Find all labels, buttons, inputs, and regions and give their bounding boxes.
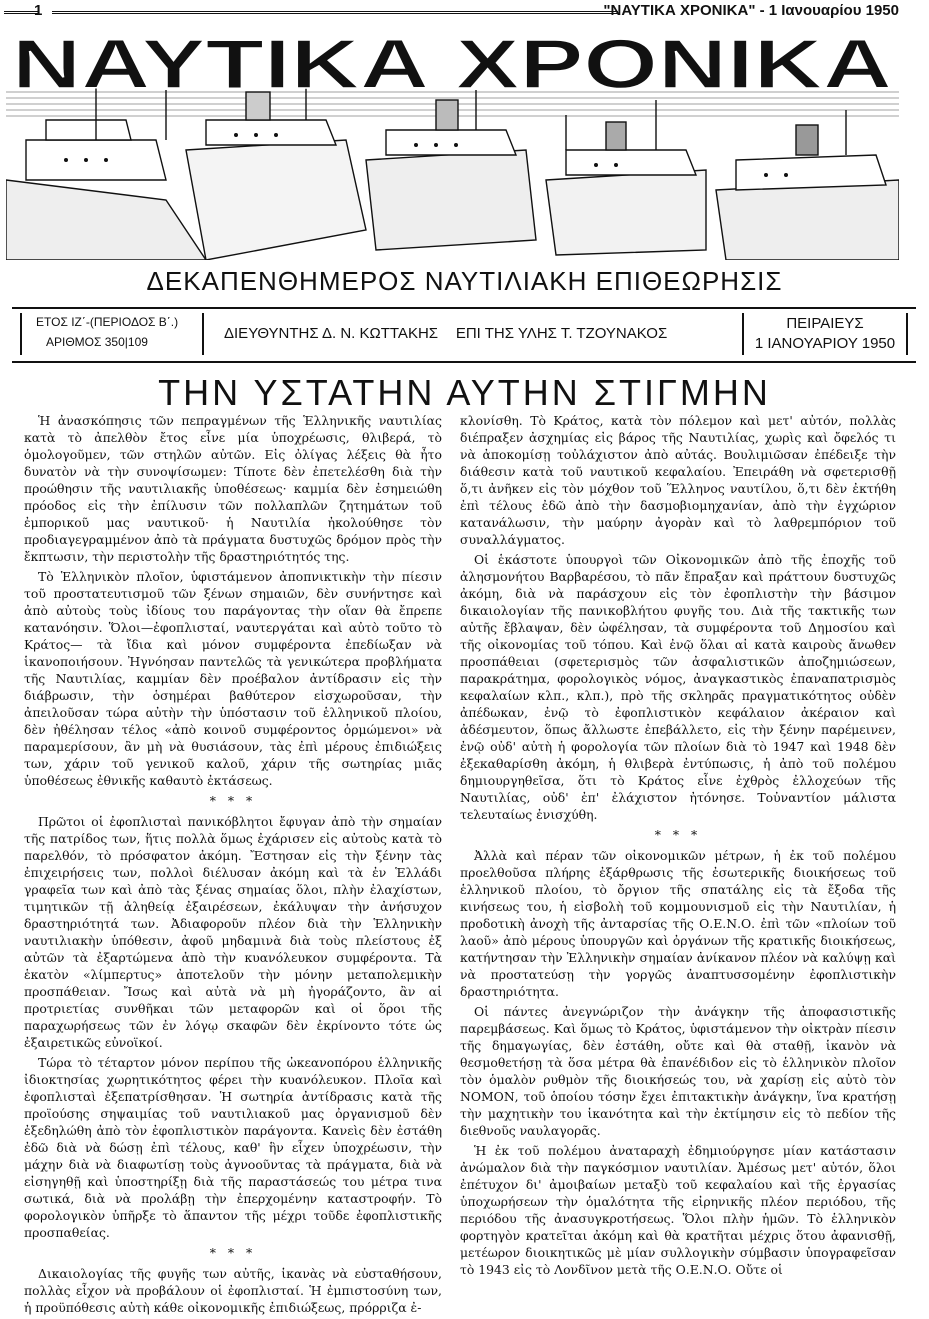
page-number: 1 [34, 2, 43, 19]
section-separator: * * * [209, 1245, 257, 1260]
article-headline: ΤΗΝ ΥΣΤΑΤΗΝ ΑΥΤΗΝ ΣΤΙΓΜΗΝ [158, 372, 771, 413]
article-paragraph: Ἡ ἐκ τοῦ πολέμου ἀναταραχὴ ἐδημιούργησε μίαν κατάστασιν ἀνώμαλον διὰ τὴν παγκόσμιον ναυτιλίαν. Ἀμέσως μετ' αὐτόν, ὅλοι ἐπέτυχον δι' ἀμοιβαίων μεταξὺ τοῦ κεφαλαίου καὶ τῆς ἐργασίας ὑποχωρήσεων τὴν ὁμαλότητα τῆς εἰρηνικῆς πλέον περιόδου, τῆς περιόδου τῆς ἀνασυγκροτήσεως. Ὅλοι πλὴν ἡμῶν. Τὸ ἑλληνικὸν φορτηγὸν κρατεῖται ἀκόμη καὶ θὰ κρατῆται μέχρις ὅτου ἀφανισθῇ, μετέωρον διοικητικῶς μὲ μίαν συλλογικὴν σύμβασιν ὑπογραφεῖσαν τὸ 1943 εἰς τὸ Λονδῖνον μετὰ τῆς Ο.Ε.Ν.Ο. Οὔτε οἱ [460, 1143, 896, 1277]
masthead [6, 30, 899, 260]
article-paragraph: Οἱ πάντες ἀνεγνώριζον τὴν ἀνάγκην τῆς ἀποφασιστικῆς παρεμβάσεως. Καὶ ὅμως τὸ Κράτος, ὑφιστάμενον τὴν οἰκτρὰν πίεσιν τῆς δημαγωγίας, δὲν ἐστάθη, οὔτε καὶ θὰ σταθῇ, ἱκανὸν νὰ θεσμοθετήσῃ τὰ ὅσα μέτρα θὰ ἐπανέδιδον εἰς τὸ ἑλληνικὸν πλοῖον τὸν ὁμαλὸν ρυθμὸν τῆς διοικήσεώς του, νὰ χαρίσῃ εἰς αὐτὸ τὸν ΝΟΜΟΝ, τοῦ ὁποίου τόσην ἔχει ἐπιτακτικὴν ἀνάγκην, ἵνα κρατήσῃ τὴν μαχητικὴν του ἱκανότητα καὶ τὴν ἐκτίμησιν εἰς τὸ πεδίον τῆς διεθνοῦς ναυλαγορᾶς. [460, 1004, 896, 1138]
header-rule-left [4, 11, 38, 14]
section-separator: * * * [209, 793, 257, 808]
masthead-title: ΝΑΥΤΙΚΑ ΧΡΟΝΙΚΑ [12, 30, 892, 103]
editor-credit: ΕΠΙ ΤΗΣ ΥΛΗΣ Τ. ΤΖΟΥΝΑΚΟΣ [455, 325, 668, 342]
date-box [742, 313, 908, 355]
city-label: ΠΕΙΡΑΙΕΥΣ [786, 315, 864, 332]
article-column-right [460, 412, 896, 1281]
header-rule [52, 11, 618, 14]
masthead-ships-illustration [6, 30, 899, 260]
article-paragraph: Ἀλλὰ καὶ πέραν τῶν οἰκονομικῶν μέτρων, ἡ ἐκ τοῦ πολέμου προελθοῦσα πλήρης ἐξάρθρωσις τῆς ἐσωτερικῆς διοικήσεως τοῦ ἑλληνικοῦ πλοίου, τὸ ὄργιον τῆς σπατάλης εἰς τὰ ἔξοδα τῆς κινήσεως του, ἡ εἰσβολὴ τοῦ κομμουνισμοῦ εἰς τὴν Ναυτιλίαν, ἡ προδοτικὴ ἀνοχὴ τῆς ἀνταρσίας τῆς Ο.Ε.Ν.Ο. ἐπὶ τῶν «πλοίων τοῦ λαοῦ» ἀπὸ μέρους ὑπουργῶν καὶ ὀργάνων τῆς κρατικῆς διοικήσεως, κατήντησαν τὴν Ἑλληνικὴν σημαίαν ἀνίκανον πλέον νὰ καλύψῃ καὶ νὰ προστατεύσῃ τὴν γοργῶς ἀναπτυσσομένην ἐφοπλιστικὴν δραστηριότητα. [460, 848, 896, 999]
running-title: "ΝΑΥΤΙΚΑ ΧΡΟΝΙΚΑ" - 1 Ιανουαρίου 1950 [603, 2, 899, 19]
article-paragraph: Πρῶτοι οἱ ἐφοπλισταὶ πανικόβλητοι ἔφυγαν ἀπὸ τὴν σημαίαν τῆς πατρίδος των, ἥτις πολλὰ ὅμως ἐχάρισεν εἰς αὐτοὺς κατὰ τὸ παρελθόν, τὸ πρόσφατον ἀκόμη. Ἔστησαν εἰς τὴν ξένην τὰς ἐπιχειρήσεις των, πολλοὶ διέλυσαν ἀκόμη καὶ τὰ ἐν Ἑλλάδι γραφεῖα των καὶ ἀπὸ τὰς ξένας σημαίας ὅλοι, πλὴν ἐλαχίστων, τιμητικῶν τῇ ἀληθείᾳ ἐξαιρέσεων, ἐκάλυψαν τὴν ἀνήσυχον δραστηριότητά των. Ἀδιαφοροῦν πλέον διὰ τὴν Ἑλληνικὴν ναυτιλιακὴν ὑπόθεσιν, ἀφοῦ μηδαμινὰ διὰ τοὺς πλείστους ἐξ αὐτῶν τὰ ἐξαρτώμενα ἀπὸ τὴν κυανόλευκον συμφέροντα. Τὰ ἑκατὸν «λίμπερτυς» ἀποτελοῦν τὴν μόνην μεταπολεμικὴν προσπάθειαν. Ἴσως καὶ αὐτὰ νὰ μὴ ἠγοράζοντο, ἂν αἱ προτριετίας συνθῆκαι τῶν μεταφορῶν καὶ οἱ ὅροι τῆς παραχωρήσεως τῶν ἐν λόγῳ σκαφῶν δὲν ἐκρίνοντο τότε ὡς ἐξαιρετικῶς εὐνοϊκοί. [24, 814, 442, 1050]
editorial-credits [224, 325, 667, 343]
year-label: ΕΤΟΣ ΙΖ΄-(ΠΕΡΙΟΔΟΣ Β΄.) [36, 315, 179, 329]
article-paragraph: κλονίσθη. Τὸ Κράτος, κατὰ τὸν πόλεμον καὶ μετ' αὐτόν, πολλὰς διέπραξεν ἀσχημίας εἰς βάρος τῆς Ναυτιλίας, χωρὶς καὶ ὄφελός τι νὰ ἀποκομίσῃ τοὐλάχιστον ἀπὸ αὐτάς. Βουλιμιῶσαν ἐπέδειξε τὴν διάθεσιν κατὰ τοῦ ναυτικοῦ κεφαλαίου. Ἐπειράθη νὰ σφετερισθῇ ὅ,τι ἀνῆκεν εἰς τὸν μόχθον τοῦ Ἕλληνος ναυτίλου, ὅ,τι δὲν ἐκτήθη ἐπὶ τέλους ἐδῶ ἀπὸ τὴν δασμοβιομηχανίαν, ἀπὸ τὴν ἐγχώριον κατανάλωσιν, τὴν μαύρην ἀγορὰν καὶ τὸ λαθρεμπόριον τοῦ συναλλάγματος. [460, 413, 896, 547]
article-paragraph: Τώρα τὸ τέταρτον μόνον περίπου τῆς ὠκεανοπόρου ἑλληνικῆς ἰδιοκτησίας χωρητικότητος φέρει τὴν κυανόλευκον. Πλοῖα καὶ ἐφοπλισταὶ ἐξεπατρίσθησαν. Ἡ σωτηρία ἀντίδρασις κατὰ τῆς προϊούσης σηψαιμίας τοῦ ναυτιλιακοῦ μας ὀργανισμοῦ δὲν ἐξεδηλώθη ἀπὸ τὸν ἐφοπλιστικὸν παράγοντα. Κανεὶς δὲν ἐστάθη ἐδῶ διὰ νὰ δώσῃ ἐπὶ τέλους, καθ' ἣν εἶχεν ὑποχρέωσιν, τὴν μάχην διὰ νὰ διαφωτίσῃ τοὺς ἀγνοοῦντας τὰ πράγματα, διὰ νὰ εἰσηγηθῇ καὶ ὑποστηρίξῃ διὰ τῆς παραστάσεώς του μέτρα τινα σωτικά, διὰ νὰ προλάβῃ τὴν ἐπερχομένην καταστροφήν. Τὸ φορολογικὸν ὑπῆρξε τὸ ἅπαντον τῆς μέχρι τοῦδε ἐφοπλιστικῆς προσπαθείας. [24, 1055, 442, 1240]
article-paragraph: Ἡ ἀνασκόπησις τῶν πεπραγμένων τῆς Ἑλληνικῆς ναυτιλίας κατὰ τὸ ἀπελθὸν ἔτος εἶνε μία ὑποχρέωσις, θλιβερά, τὸ ὁμολογοῦμεν, τῶν στηλῶν αὐτῶν. Εἰς ὀλίγας λέξεις θὰ ἦτο δυνατὸν νὰ τὴν συνοψίσωμεν: Τίποτε δὲν ἐπετελέσθη διὰ τὴν προώθησιν τῆς ναυτιλιακῆς ὑποθέσεως· καμμία δὲν ἐσημειώθη πρόοδος εἰς τὴν ἐπίλυσιν τῶν πολλαπλῶν ζητημάτων τοῦ ἐμπορικοῦ μας ναυτικοῦ· ἡ Ναυτιλία ἠκολούθησε τὸν προδιαγεγραμμένον ἀπὸ τὰ πράγματα δυστυχῶς δρόμον πρὸς τὴν ἔκπτωσιν, τὴν περιστολὴν τῆς δραστηριότητός της. [24, 413, 442, 564]
article-paragraph: Δικαιολογίας τῆς φυγῆς των αὐτῆς, ἱκανὰς νὰ εὐσταθήσουν, πολλὰς εἶχον νὰ προβάλουν οἱ ἐφοπλισταί. Ἡ ἐμπιστοσύνη των, ἡ προϋπόθεσις αὐτὴ κάθε οἰκονομικῆς ἐπιδιώξεως, πρόρριζα ἐ- [24, 1266, 442, 1315]
issue-date: 1 ΙΑΝΟΥΑΡΙΟΥ 1950 [754, 335, 896, 352]
running-header [0, 0, 929, 26]
article-column-left [24, 412, 442, 1319]
director-credit: ΔΙΕΥΘΥΝΤΗΣ Δ. Ν. ΚΩΤΤΑΚΗΣ [224, 325, 439, 342]
article-paragraph: Τὸ Ἑλληνικὸν πλοῖον, ὑφιστάμενον ἀποπνικτικὴν τὴν πίεσιν τοῦ προστατευτισμοῦ τῶν ξένων σημαιῶν, δὲν συνήντησε καὶ ἀπὸ αὐτοὺς τοὺς ἰδίους του παράγοντας τὴν οἵαν θὰ ἔπρεπε κατανόησιν. Ὅλοι—ἐφοπλισταί, ναυτεργάται καὶ αὐτὸ τοῦτο τὸ Κράτος— τὰ ἴδια καὶ μόνον συμφέροντα ἐπεδίωξαν νὰ ἱκανοποιήσουν. Ἠγνόησαν παντελῶς τὰ γενικώτερα προβλήματα τῆς Ναυτιλίας, καμμίαν δὲν προέβαλον ἀντίδρασιν εἰς τὴν διάβρωσιν, τὴν ὁσημέραι βαθύτερον εἰσχωροῦσαν, τὴν ἀπειλοῦσαν τώρα αὐτὴν τὴν ὑπόστασιν τοῦ ἑλληνικοῦ πλοίου, δὲν ἠθέλησαν τέλος «ἀπὸ κοινοῦ συμφέροντος ὁρμώμενοι» νὰ παραμερίσουν, ἂν μὴ νὰ θυσιάσουν, τὰς ἐπὶ μέρους ἐπιδιώξεις των, χάριν τοῦ γενικοῦ καλοῦ, χάριν τῆς σωτηρίας μιᾶς ὑποθέσεως ἐθνικῆς καθαυτὸ ἐκτάσεως. [24, 569, 442, 788]
issue-info-bar [12, 307, 916, 363]
section-separator: * * * [654, 827, 702, 842]
subtitle: ΔΕΚΑΠΕΝΘΗΜΕΡΟΣ ΝΑΥΤΙΛΙΑΚΗ ΕΠΙΘΕΩΡΗΣΙΣ [146, 266, 783, 296]
issue-number: ΑΡΙΘΜΟΣ 350|109 [46, 335, 148, 349]
article-paragraph: Οἱ ἑκάστοτε ὑπουργοὶ τῶν Οἰκονομικῶν ἀπὸ τῆς ἐποχῆς τοῦ ἀλησμονήτου Βαρβαρέσου, τὸ πᾶν ἔπραξαν καὶ πράττουν δυστυχῶς ἀκόμη, διὰ νὰ παράσχουν εἰς τὸν ἐφοπλιστὴν τὴν βάσιμον δικαιολογίαν τῆς πανικοβλήτου φυγῆς του. Διὰ τῆς τακτικῆς των αὐτῆς ἔβλαψαν, δὲν ὠφέλησαν, τὰ συμφέροντα τοῦ Δημοσίου καὶ τῆς οἰκονομίας τοῦ τόπου. Καὶ ἐνῷ ὅλαι αἱ κατὰ καιροὺς ἄνωθεν προσπάθειαι (σφετερισμὸς τῶν ἀσφαλιστικῶν ἀποζημιώσεων, παρακράτημα, φορολογικὸς νόμος, ἀναγκαστικὸς ἐπαναπατρισμὸς κεφαλαίων κλπ., κλπ.), πρὸ τῆς σκληρᾶς πραγματικότητος οὐδὲν ἀπέδωκαν, ἐνῷ τὸ ἐφοπλιστικὸν κεφάλαιον ἀκέραιον καὶ ἀδέσμευτον, ὅπως ἄλλωστε ἐπεβάλλετο, εἰς τὴν ξένην παρέμεινεν, ἐνῷ οὐδ' αὐτὴ ἡ φορολογία τῶν πλοίων διὰ τὸ 1947 καὶ 1948 δὲν ἐξεκαθαρίσθη ἀκόμη, ἡ θλιβερὰ ἐντύπωσις, ἡ ἀπὸ τοῦ πολέμου δημιουργηθεῖσα, ὅτι τὸ Κράτος εἶνε ἐχθρὸς ἐλλοχεύων τῆς Ναυτιλίας, οὐδ' ἐπ' ἐλάχιστον ἠτόνησε. Τοὐναντίον μάλιστα τελευταίως ἐνισχύθη. [460, 552, 896, 822]
issue-box [20, 313, 204, 355]
